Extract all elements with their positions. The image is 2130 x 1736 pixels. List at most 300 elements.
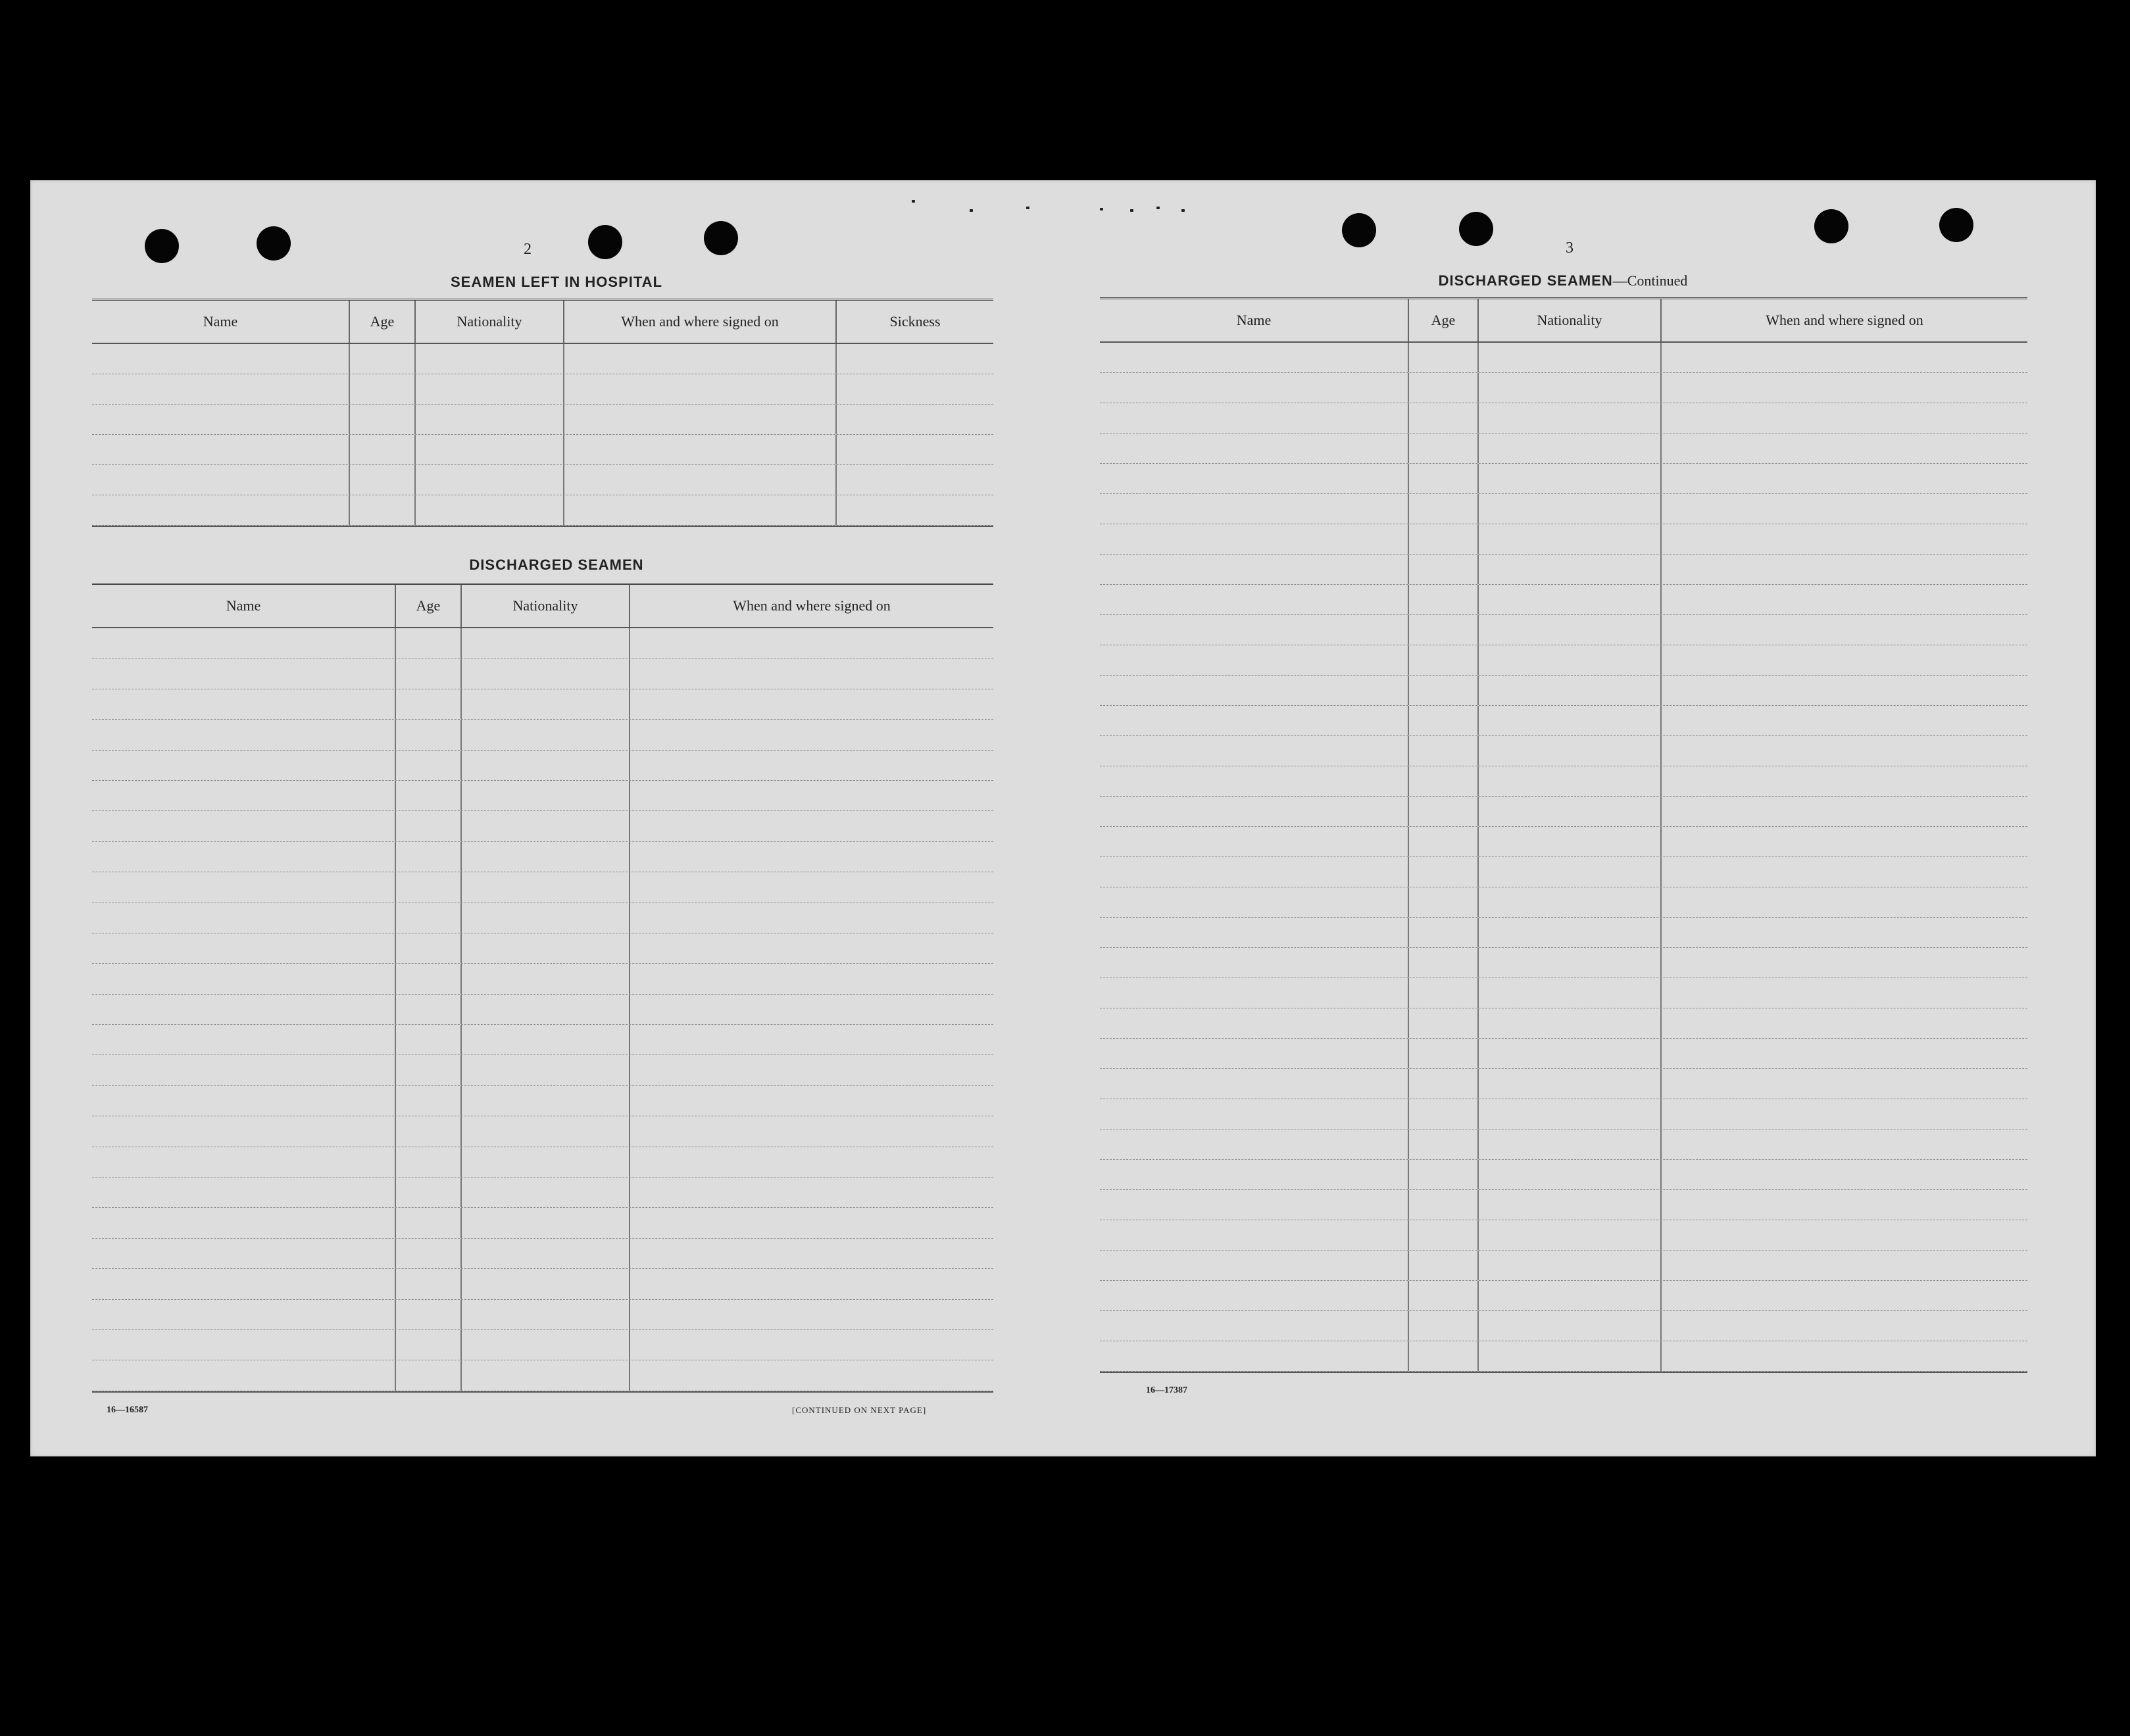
table-cell bbox=[630, 1208, 993, 1237]
table-row bbox=[1100, 1039, 2027, 1069]
table-cell bbox=[630, 1239, 993, 1268]
table-cell bbox=[1409, 645, 1479, 675]
table-row bbox=[1100, 1129, 2027, 1160]
table-cell bbox=[350, 495, 416, 525]
table-cell bbox=[92, 1147, 396, 1177]
table-row bbox=[1100, 1099, 2027, 1129]
column-header-nationality: Nationality bbox=[1479, 299, 1662, 341]
table-row bbox=[1100, 797, 2027, 827]
table-cell bbox=[837, 495, 993, 525]
table-cell bbox=[1409, 1099, 1479, 1129]
table-cell bbox=[1409, 766, 1479, 796]
table-cell bbox=[1409, 555, 1479, 584]
table-cell bbox=[92, 344, 350, 374]
table-row bbox=[92, 751, 993, 781]
table-cell bbox=[1662, 797, 2027, 826]
table-cell bbox=[1100, 706, 1409, 735]
table-cell bbox=[1662, 857, 2027, 887]
page-number: 3 bbox=[1566, 239, 1573, 257]
table-row bbox=[92, 344, 993, 374]
table-cell bbox=[92, 658, 396, 688]
table-cell bbox=[1479, 766, 1662, 796]
table-cell bbox=[630, 751, 993, 780]
table-row bbox=[92, 1086, 993, 1116]
table-cell bbox=[1479, 585, 1662, 614]
table-cell bbox=[462, 1147, 630, 1177]
table-cell bbox=[1409, 1039, 1479, 1068]
table-cell bbox=[1409, 343, 1479, 372]
table-row bbox=[1100, 555, 2027, 585]
table-cell bbox=[396, 1300, 462, 1329]
table-cell bbox=[1662, 343, 2027, 372]
table-row bbox=[92, 781, 993, 811]
table-cell bbox=[1409, 1220, 1479, 1250]
table-cell bbox=[1409, 1311, 1479, 1341]
table-cell bbox=[92, 405, 350, 434]
table-cell bbox=[1409, 676, 1479, 705]
table-cell bbox=[630, 872, 993, 902]
table-cell bbox=[1662, 676, 2027, 705]
table-cell bbox=[396, 1269, 462, 1299]
table-cell bbox=[1479, 1129, 1662, 1159]
table-cell bbox=[1100, 1281, 1409, 1310]
table-cell bbox=[396, 842, 462, 872]
table-row bbox=[1100, 434, 2027, 464]
table-row bbox=[1100, 494, 2027, 524]
table-cell bbox=[462, 689, 630, 719]
table-cell bbox=[92, 933, 396, 963]
table-cell bbox=[92, 903, 396, 933]
table-cell bbox=[462, 995, 630, 1024]
table-cell bbox=[630, 1025, 993, 1054]
table-row bbox=[1100, 766, 2027, 797]
table-row bbox=[92, 658, 993, 689]
table-cell bbox=[1479, 464, 1662, 493]
table-cell bbox=[350, 465, 416, 495]
table-cell bbox=[92, 1239, 396, 1268]
table-cell bbox=[1100, 887, 1409, 917]
table-cell bbox=[92, 495, 350, 525]
table-cell bbox=[1409, 1008, 1479, 1038]
table-cell bbox=[1409, 1160, 1479, 1189]
table-cell bbox=[1409, 494, 1479, 524]
table-cell bbox=[630, 1269, 993, 1299]
hospital-table-header bbox=[92, 301, 993, 344]
table-cell bbox=[564, 435, 837, 464]
table-cell bbox=[462, 751, 630, 780]
table-cell bbox=[1662, 887, 2027, 917]
table-row bbox=[1100, 1069, 2027, 1099]
section-title-suffix: —Continued bbox=[1612, 272, 1688, 289]
table-cell bbox=[1409, 857, 1479, 887]
form-code: 16—16587 bbox=[107, 1405, 148, 1415]
table-cell bbox=[1409, 1129, 1479, 1159]
table-cell bbox=[396, 1239, 462, 1268]
table-cell bbox=[396, 1147, 462, 1177]
table-row bbox=[1100, 615, 2027, 645]
table-row bbox=[1100, 1160, 2027, 1190]
table-cell bbox=[1100, 978, 1409, 1008]
table-cell bbox=[1409, 918, 1479, 947]
table-cell bbox=[1479, 555, 1662, 584]
table-cell bbox=[1479, 676, 1662, 705]
table-cell bbox=[1479, 1251, 1662, 1280]
table-cell bbox=[1662, 464, 2027, 493]
table-cell bbox=[396, 1086, 462, 1116]
table-cell bbox=[396, 903, 462, 933]
table-row bbox=[1100, 948, 2027, 978]
table-row bbox=[1100, 1341, 2027, 1372]
table-cell bbox=[1409, 978, 1479, 1008]
table-cell bbox=[92, 1269, 396, 1299]
table-cell bbox=[1662, 1008, 2027, 1038]
table-cell bbox=[630, 720, 993, 749]
table-row bbox=[92, 1208, 993, 1238]
table-cell bbox=[1409, 1069, 1479, 1099]
table-cell bbox=[1409, 1190, 1479, 1220]
table-cell bbox=[1662, 1099, 2027, 1129]
table-cell bbox=[1409, 1251, 1479, 1280]
column-header-signed-on: When and where signed on bbox=[564, 301, 837, 343]
left-page bbox=[30, 180, 1017, 1456]
table-cell bbox=[564, 495, 837, 525]
table-cell bbox=[1662, 1069, 2027, 1099]
table-cell bbox=[92, 720, 396, 749]
table-cell bbox=[837, 435, 993, 464]
table-cell bbox=[1100, 736, 1409, 766]
table-row bbox=[1100, 343, 2027, 373]
table-cell bbox=[1662, 1160, 2027, 1189]
table-cell bbox=[1100, 1341, 1409, 1371]
table-cell bbox=[630, 811, 993, 841]
table-cell bbox=[1100, 918, 1409, 947]
table-cell bbox=[1409, 797, 1479, 826]
table-cell bbox=[630, 628, 993, 658]
table-cell bbox=[416, 495, 564, 525]
table-cell bbox=[350, 344, 416, 374]
table-cell bbox=[92, 689, 396, 719]
table-cell bbox=[1409, 827, 1479, 856]
table-cell bbox=[396, 658, 462, 688]
table-cell bbox=[630, 842, 993, 872]
table-cell bbox=[1479, 1069, 1662, 1099]
table-cell bbox=[1100, 827, 1409, 856]
table-cell bbox=[416, 405, 564, 434]
table-cell bbox=[630, 1360, 993, 1390]
table-cell bbox=[1662, 1220, 2027, 1250]
table-cell bbox=[1100, 524, 1409, 554]
table-row bbox=[92, 405, 993, 435]
table-cell bbox=[396, 1025, 462, 1054]
table-cell bbox=[1479, 343, 1662, 372]
column-header-name: Name bbox=[92, 301, 350, 343]
discharged-table bbox=[92, 583, 993, 1393]
table-cell bbox=[564, 465, 837, 495]
table-cell bbox=[462, 872, 630, 902]
table-cell bbox=[92, 1208, 396, 1237]
table-cell bbox=[350, 405, 416, 434]
table-cell bbox=[1662, 403, 2027, 433]
table-cell bbox=[396, 1055, 462, 1085]
table-cell bbox=[1409, 1281, 1479, 1310]
table-cell bbox=[1479, 1281, 1662, 1310]
table-cell bbox=[1479, 706, 1662, 735]
table-cell bbox=[630, 903, 993, 933]
table-row bbox=[92, 964, 993, 994]
table-cell bbox=[92, 811, 396, 841]
table-cell bbox=[1100, 1190, 1409, 1220]
table-cell bbox=[92, 1330, 396, 1360]
discharged-table-header bbox=[92, 585, 993, 628]
table-cell bbox=[416, 465, 564, 495]
column-header-age: Age bbox=[1409, 299, 1479, 341]
table-cell bbox=[1479, 978, 1662, 1008]
table-cell bbox=[1662, 1311, 2027, 1341]
column-header-signed-on: When and where signed on bbox=[733, 597, 891, 614]
table-cell bbox=[1479, 797, 1662, 826]
table-cell bbox=[462, 1300, 630, 1329]
table-cell bbox=[416, 374, 564, 404]
hospital-section-title: SEAMEN LEFT IN HOSPITAL bbox=[450, 274, 663, 290]
table-cell bbox=[1479, 1341, 1662, 1371]
table-cell bbox=[462, 1055, 630, 1085]
table-cell bbox=[396, 995, 462, 1024]
table-row bbox=[1100, 403, 2027, 434]
column-header-nationality: Nationality bbox=[462, 585, 630, 627]
table-cell bbox=[630, 1086, 993, 1116]
table-cell bbox=[396, 872, 462, 902]
table-row bbox=[92, 1239, 993, 1269]
table-row bbox=[92, 1116, 993, 1147]
table-cell bbox=[1479, 1220, 1662, 1250]
continued-note: [CONTINUED ON NEXT PAGE] bbox=[792, 1405, 927, 1415]
table-cell bbox=[462, 842, 630, 872]
table-row bbox=[1100, 918, 2027, 948]
table-row bbox=[1100, 676, 2027, 706]
table-cell bbox=[630, 1178, 993, 1207]
column-header-nationality: Nationality bbox=[416, 301, 564, 343]
table-cell bbox=[1479, 1190, 1662, 1220]
table-cell bbox=[396, 689, 462, 719]
table-cell bbox=[396, 751, 462, 780]
table-cell bbox=[462, 720, 630, 749]
discharged-section-title: DISCHARGED SEAMEN bbox=[469, 557, 644, 573]
table-row bbox=[92, 1330, 993, 1360]
table-cell bbox=[1479, 1008, 1662, 1038]
form-code: 16—17387 bbox=[1146, 1385, 1187, 1395]
table-cell bbox=[462, 1208, 630, 1237]
table-cell bbox=[462, 1269, 630, 1299]
table-cell bbox=[92, 1178, 396, 1207]
table-cell bbox=[396, 811, 462, 841]
table-cell bbox=[1100, 948, 1409, 978]
table-cell bbox=[630, 1300, 993, 1329]
table-row bbox=[1100, 1008, 2027, 1039]
table-cell bbox=[1479, 494, 1662, 524]
table-cell bbox=[1479, 736, 1662, 766]
table-cell bbox=[1409, 615, 1479, 645]
table-cell bbox=[1100, 585, 1409, 614]
table-row bbox=[1100, 1251, 2027, 1281]
table-row bbox=[1100, 857, 2027, 887]
table-row bbox=[1100, 1190, 2027, 1220]
table-cell bbox=[1662, 1190, 2027, 1220]
table-cell bbox=[92, 435, 350, 464]
table-row bbox=[92, 720, 993, 750]
section-title-main: DISCHARGED SEAMEN bbox=[1438, 272, 1613, 289]
table-cell bbox=[630, 933, 993, 963]
table-row bbox=[92, 933, 993, 964]
table-cell bbox=[1662, 1281, 2027, 1310]
table-cell bbox=[1662, 948, 2027, 978]
table-cell bbox=[1479, 857, 1662, 887]
discharged-continued-table-header bbox=[1100, 299, 2027, 343]
table-cell bbox=[1662, 1039, 2027, 1068]
table-row bbox=[92, 842, 993, 872]
table-cell bbox=[1409, 464, 1479, 493]
table-row bbox=[1100, 373, 2027, 403]
table-cell bbox=[1409, 1341, 1479, 1371]
table-cell bbox=[1100, 615, 1409, 645]
table-cell bbox=[1409, 434, 1479, 463]
table-row bbox=[1100, 585, 2027, 615]
table-cell bbox=[92, 995, 396, 1024]
table-row bbox=[1100, 1281, 2027, 1311]
table-cell bbox=[1479, 827, 1662, 856]
table-cell bbox=[462, 964, 630, 993]
table-cell bbox=[1100, 494, 1409, 524]
table-row bbox=[92, 1147, 993, 1178]
table-cell bbox=[1662, 918, 2027, 947]
table-row bbox=[1100, 736, 2027, 766]
table-cell bbox=[462, 1239, 630, 1268]
page-number: 2 bbox=[524, 241, 532, 258]
discharged-continued-table-body bbox=[1100, 343, 2027, 1372]
table-cell bbox=[630, 689, 993, 719]
table-cell bbox=[1479, 948, 1662, 978]
table-cell bbox=[92, 1360, 396, 1390]
table-cell bbox=[396, 1360, 462, 1390]
table-cell bbox=[1409, 706, 1479, 735]
table-cell bbox=[630, 964, 993, 993]
table-cell bbox=[462, 1360, 630, 1390]
table-row bbox=[92, 1300, 993, 1330]
hospital-table bbox=[92, 299, 993, 527]
table-cell bbox=[92, 465, 350, 495]
table-row bbox=[92, 995, 993, 1025]
table-cell bbox=[1662, 706, 2027, 735]
table-row bbox=[92, 1025, 993, 1055]
table-row bbox=[92, 628, 993, 658]
table-cell bbox=[1100, 1039, 1409, 1068]
column-header-name: Name bbox=[92, 585, 396, 627]
table-row bbox=[1100, 524, 2027, 555]
column-header-age: Age bbox=[350, 301, 416, 343]
table-cell bbox=[1662, 1251, 2027, 1280]
table-cell bbox=[462, 658, 630, 688]
table-cell bbox=[396, 933, 462, 963]
column-header-age: Age bbox=[396, 585, 462, 627]
table-row bbox=[1100, 1220, 2027, 1251]
table-cell bbox=[1100, 1160, 1409, 1189]
table-cell bbox=[1100, 766, 1409, 796]
table-cell bbox=[462, 1330, 630, 1360]
table-row bbox=[1100, 887, 2027, 918]
table-cell bbox=[1100, 1129, 1409, 1159]
table-cell bbox=[1100, 797, 1409, 826]
table-cell bbox=[1409, 736, 1479, 766]
table-cell bbox=[1409, 373, 1479, 403]
column-header-name: Name bbox=[1100, 299, 1409, 341]
table-cell bbox=[1479, 1099, 1662, 1129]
table-cell bbox=[1409, 948, 1479, 978]
table-cell bbox=[396, 964, 462, 993]
table-cell bbox=[462, 1025, 630, 1054]
table-cell bbox=[630, 1116, 993, 1146]
table-cell bbox=[92, 1086, 396, 1116]
table-cell bbox=[1100, 1311, 1409, 1341]
table-cell bbox=[1662, 1129, 2027, 1159]
table-cell bbox=[1100, 373, 1409, 403]
table-row bbox=[92, 495, 993, 526]
table-cell bbox=[630, 1330, 993, 1360]
table-cell bbox=[396, 720, 462, 749]
table-cell bbox=[92, 1025, 396, 1054]
table-cell bbox=[350, 435, 416, 464]
table-cell bbox=[1409, 887, 1479, 917]
table-cell bbox=[92, 1300, 396, 1329]
table-cell bbox=[396, 1116, 462, 1146]
table-cell bbox=[1100, 434, 1409, 463]
table-row bbox=[92, 435, 993, 465]
table-row bbox=[92, 903, 993, 933]
table-cell bbox=[1100, 676, 1409, 705]
table-cell bbox=[1409, 585, 1479, 614]
table-cell bbox=[92, 1116, 396, 1146]
table-cell bbox=[350, 374, 416, 404]
table-row bbox=[1100, 645, 2027, 676]
table-cell bbox=[1662, 373, 2027, 403]
table-cell bbox=[396, 781, 462, 810]
table-cell bbox=[92, 964, 396, 993]
table-cell bbox=[564, 344, 837, 374]
hospital-table-body bbox=[92, 344, 993, 526]
table-cell bbox=[1662, 434, 2027, 463]
table-row bbox=[92, 811, 993, 841]
table-cell bbox=[1662, 1341, 2027, 1371]
table-cell bbox=[1662, 827, 2027, 856]
table-cell bbox=[1100, 1220, 1409, 1250]
table-row bbox=[1100, 827, 2027, 857]
table-cell bbox=[630, 1055, 993, 1085]
table-cell bbox=[92, 781, 396, 810]
table-cell bbox=[462, 811, 630, 841]
right-section-title bbox=[1359, 272, 1767, 289]
table-row bbox=[1100, 978, 2027, 1008]
table-row bbox=[92, 1055, 993, 1085]
right-page bbox=[1017, 180, 2096, 1456]
table-cell bbox=[1100, 645, 1409, 675]
table-cell bbox=[462, 933, 630, 963]
table-cell bbox=[1479, 645, 1662, 675]
table-cell bbox=[1662, 555, 2027, 584]
table-row bbox=[92, 465, 993, 495]
table-cell bbox=[837, 344, 993, 374]
table-cell bbox=[1409, 524, 1479, 554]
table-row bbox=[1100, 706, 2027, 736]
table-row bbox=[92, 1178, 993, 1208]
table-cell bbox=[92, 842, 396, 872]
